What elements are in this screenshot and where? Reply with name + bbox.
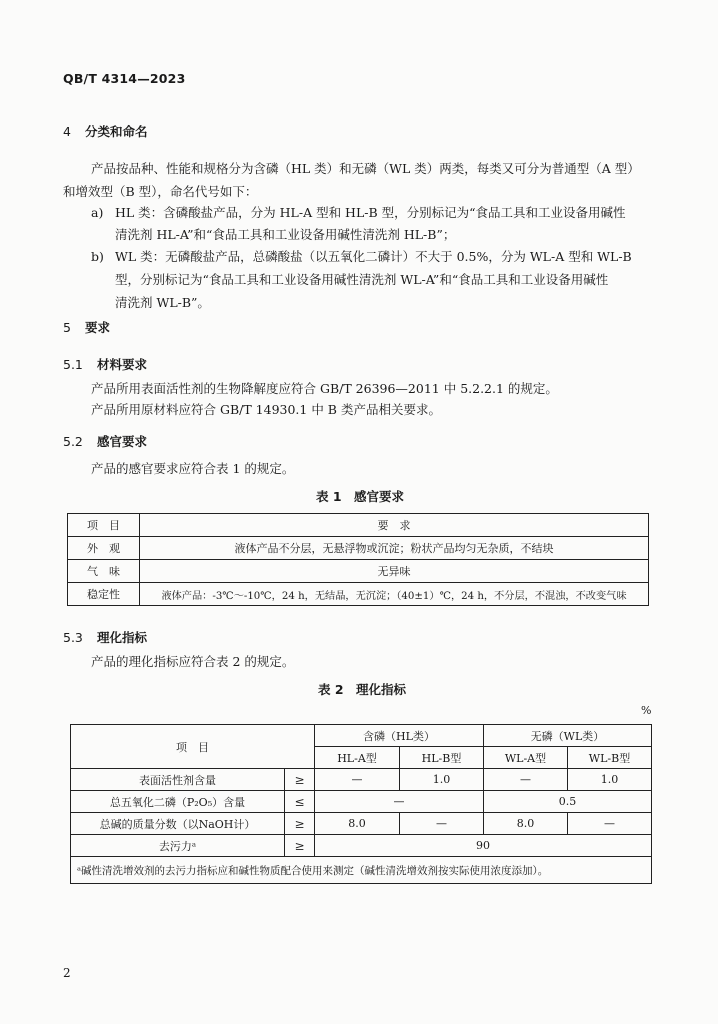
table-2-row4-all: 90: [315, 835, 652, 857]
table-2-row3-wla: 8.0: [484, 813, 568, 835]
table-row: [71, 791, 652, 813]
table-1-row-odor-item: 气 味: [68, 560, 140, 583]
table-2-footnote-row: [71, 857, 652, 884]
section-5-3-heading: [63, 628, 147, 646]
table-1: [67, 513, 649, 606]
table-1-header-req: 要 求: [140, 514, 649, 537]
section-4-intro-line1: 产品按品种、性能和规格分为含磷（HL 类）和无磷（WL 类）两类，每类又可分为普通型（A 型）: [91, 161, 640, 176]
table-2-row2-item: 总五氧化二磷（P₂O₅）含量: [71, 791, 285, 813]
table-1-caption: 表 1 感官要求: [316, 489, 405, 504]
table-2-header-row-1: [71, 725, 652, 747]
table-1-row-appearance-req: 液体产品不分层，无悬浮物或沉淀；粉状产品均匀无杂质，不结块: [140, 537, 649, 560]
table-2-footnote: ᵃ碱性清洗增效剂的去污力指标应和碱性物质配合使用来测定（碱性清洗增效剂按实际使用浓度添加）。: [71, 857, 652, 884]
section-5-2-number: 5.2: [63, 434, 83, 449]
table-2-caption: 表 2 理化指标: [318, 682, 407, 697]
table-row: [68, 583, 649, 606]
table-2-col-wlb: WL-B型: [568, 747, 652, 769]
standard-code: QB/T 4314—2023: [63, 71, 186, 86]
section-4-title: 分类和命名: [85, 124, 148, 139]
section-5-2-title: 感官要求: [97, 434, 148, 449]
item-b-line2: 型，分别标记为“食品工具和工业设备用碱性清洗剂 WL-A”和“食品工具和工业设备用碱性: [115, 272, 609, 287]
section-5-3-number: 5.3: [63, 630, 83, 645]
table-2-row1-sym: ≥: [285, 769, 315, 791]
table-2-unit: %: [641, 704, 652, 717]
item-a-line2: 清洗剂 HL-A”和“食品工具和工业设备用碱性清洗剂 HL-B”；: [115, 227, 456, 242]
table-2-col-hla: HL-A型: [315, 747, 400, 769]
item-b-line3: 清洗剂 WL-B”。: [115, 295, 210, 310]
section-5-1-line2: 产品所用原材料应符合 GB/T 14930.1 中 B 类产品相关要求。: [91, 402, 441, 417]
table-2-col-wla: WL-A型: [484, 747, 568, 769]
section-5-1-heading: [63, 355, 147, 373]
item-b-line1: WL 类：无磷酸盐产品，总磷酸盐（以五氧化二磷计）不大于 0.5%，分为 WL-A 型和 WL-B: [115, 249, 632, 264]
table-row: [71, 769, 652, 791]
table-2-row3-hla: 8.0: [315, 813, 400, 835]
table-2-row3-wlb: —: [568, 813, 652, 835]
table-1-header-row: [68, 514, 649, 537]
table-1-header-item: 项 目: [68, 514, 140, 537]
section-5-3-line1: 产品的理化指标应符合表 2 的规定。: [91, 654, 295, 669]
item-a-line1: HL 类：含磷酸盐产品，分为 HL-A 型和 HL-B 型，分别标记为“食品工具和工业设备用碱性: [115, 205, 626, 220]
table-2-col-hlb: HL-B型: [400, 747, 484, 769]
section-5-title: 要求: [85, 320, 111, 335]
table-2-group-wl: 无磷（WL类）: [484, 725, 652, 747]
table-1-row-odor-req: 无异味: [140, 560, 649, 583]
table-2-row3-sym: ≥: [285, 813, 315, 835]
table-row: [71, 835, 652, 857]
section-5-1-title: 材料要求: [97, 357, 148, 372]
page-number: 2: [63, 966, 71, 980]
table-2-row4-sym: ≥: [285, 835, 315, 857]
section-4-intro-line2: 和增效型（B 型），命名代号如下：: [63, 184, 258, 199]
section-5-3-title: 理化指标: [97, 630, 148, 645]
table-row: [71, 813, 652, 835]
table-2: [70, 724, 652, 884]
table-2-row2-hl: —: [315, 791, 484, 813]
section-5-2-heading: [63, 432, 147, 450]
table-2-row2-wl: 0.5: [484, 791, 652, 813]
table-2-row1-hla: —: [315, 769, 400, 791]
table-2-group-hl: 含磷（HL类）: [315, 725, 484, 747]
section-4-heading: [63, 122, 148, 140]
table-row: [68, 560, 649, 583]
table-1-row-stability-req: 液体产品：-3℃～-10℃，24 h，无结晶，无沉淀；（40±1）℃，24 h，不分层，不混浊，不改变气味: [140, 583, 649, 606]
table-row: [68, 537, 649, 560]
table-2-row2-sym: ≤: [285, 791, 315, 813]
table-2-row4-item: 去污力ᵃ: [71, 835, 285, 857]
table-2-row3-hlb: —: [400, 813, 484, 835]
table-2-row1-wla: —: [484, 769, 568, 791]
section-5-1-line1: 产品所用表面活性剂的生物降解度应符合 GB/T 26396—2011 中 5.2.2.1 的规定。: [91, 381, 558, 396]
item-b-marker: b): [91, 249, 104, 264]
section-5-2-line1: 产品的感官要求应符合表 1 的规定。: [91, 461, 295, 476]
table-1-row-appearance-item: 外 观: [68, 537, 140, 560]
item-a-marker: a): [91, 205, 104, 220]
table-2-row1-wlb: 1.0: [568, 769, 652, 791]
table-2-header-item: 项 目: [71, 725, 315, 769]
section-5-number: 5: [63, 320, 71, 335]
section-4-number: 4: [63, 124, 71, 139]
section-5-heading: [63, 318, 110, 336]
table-2-row1-hlb: 1.0: [400, 769, 484, 791]
table-2-row3-item: 总碱的质量分数（以NaOH计）: [71, 813, 285, 835]
table-1-row-stability-item: 稳定性: [68, 583, 140, 606]
section-5-1-number: 5.1: [63, 357, 83, 372]
table-2-row1-item: 表面活性剂含量: [71, 769, 285, 791]
